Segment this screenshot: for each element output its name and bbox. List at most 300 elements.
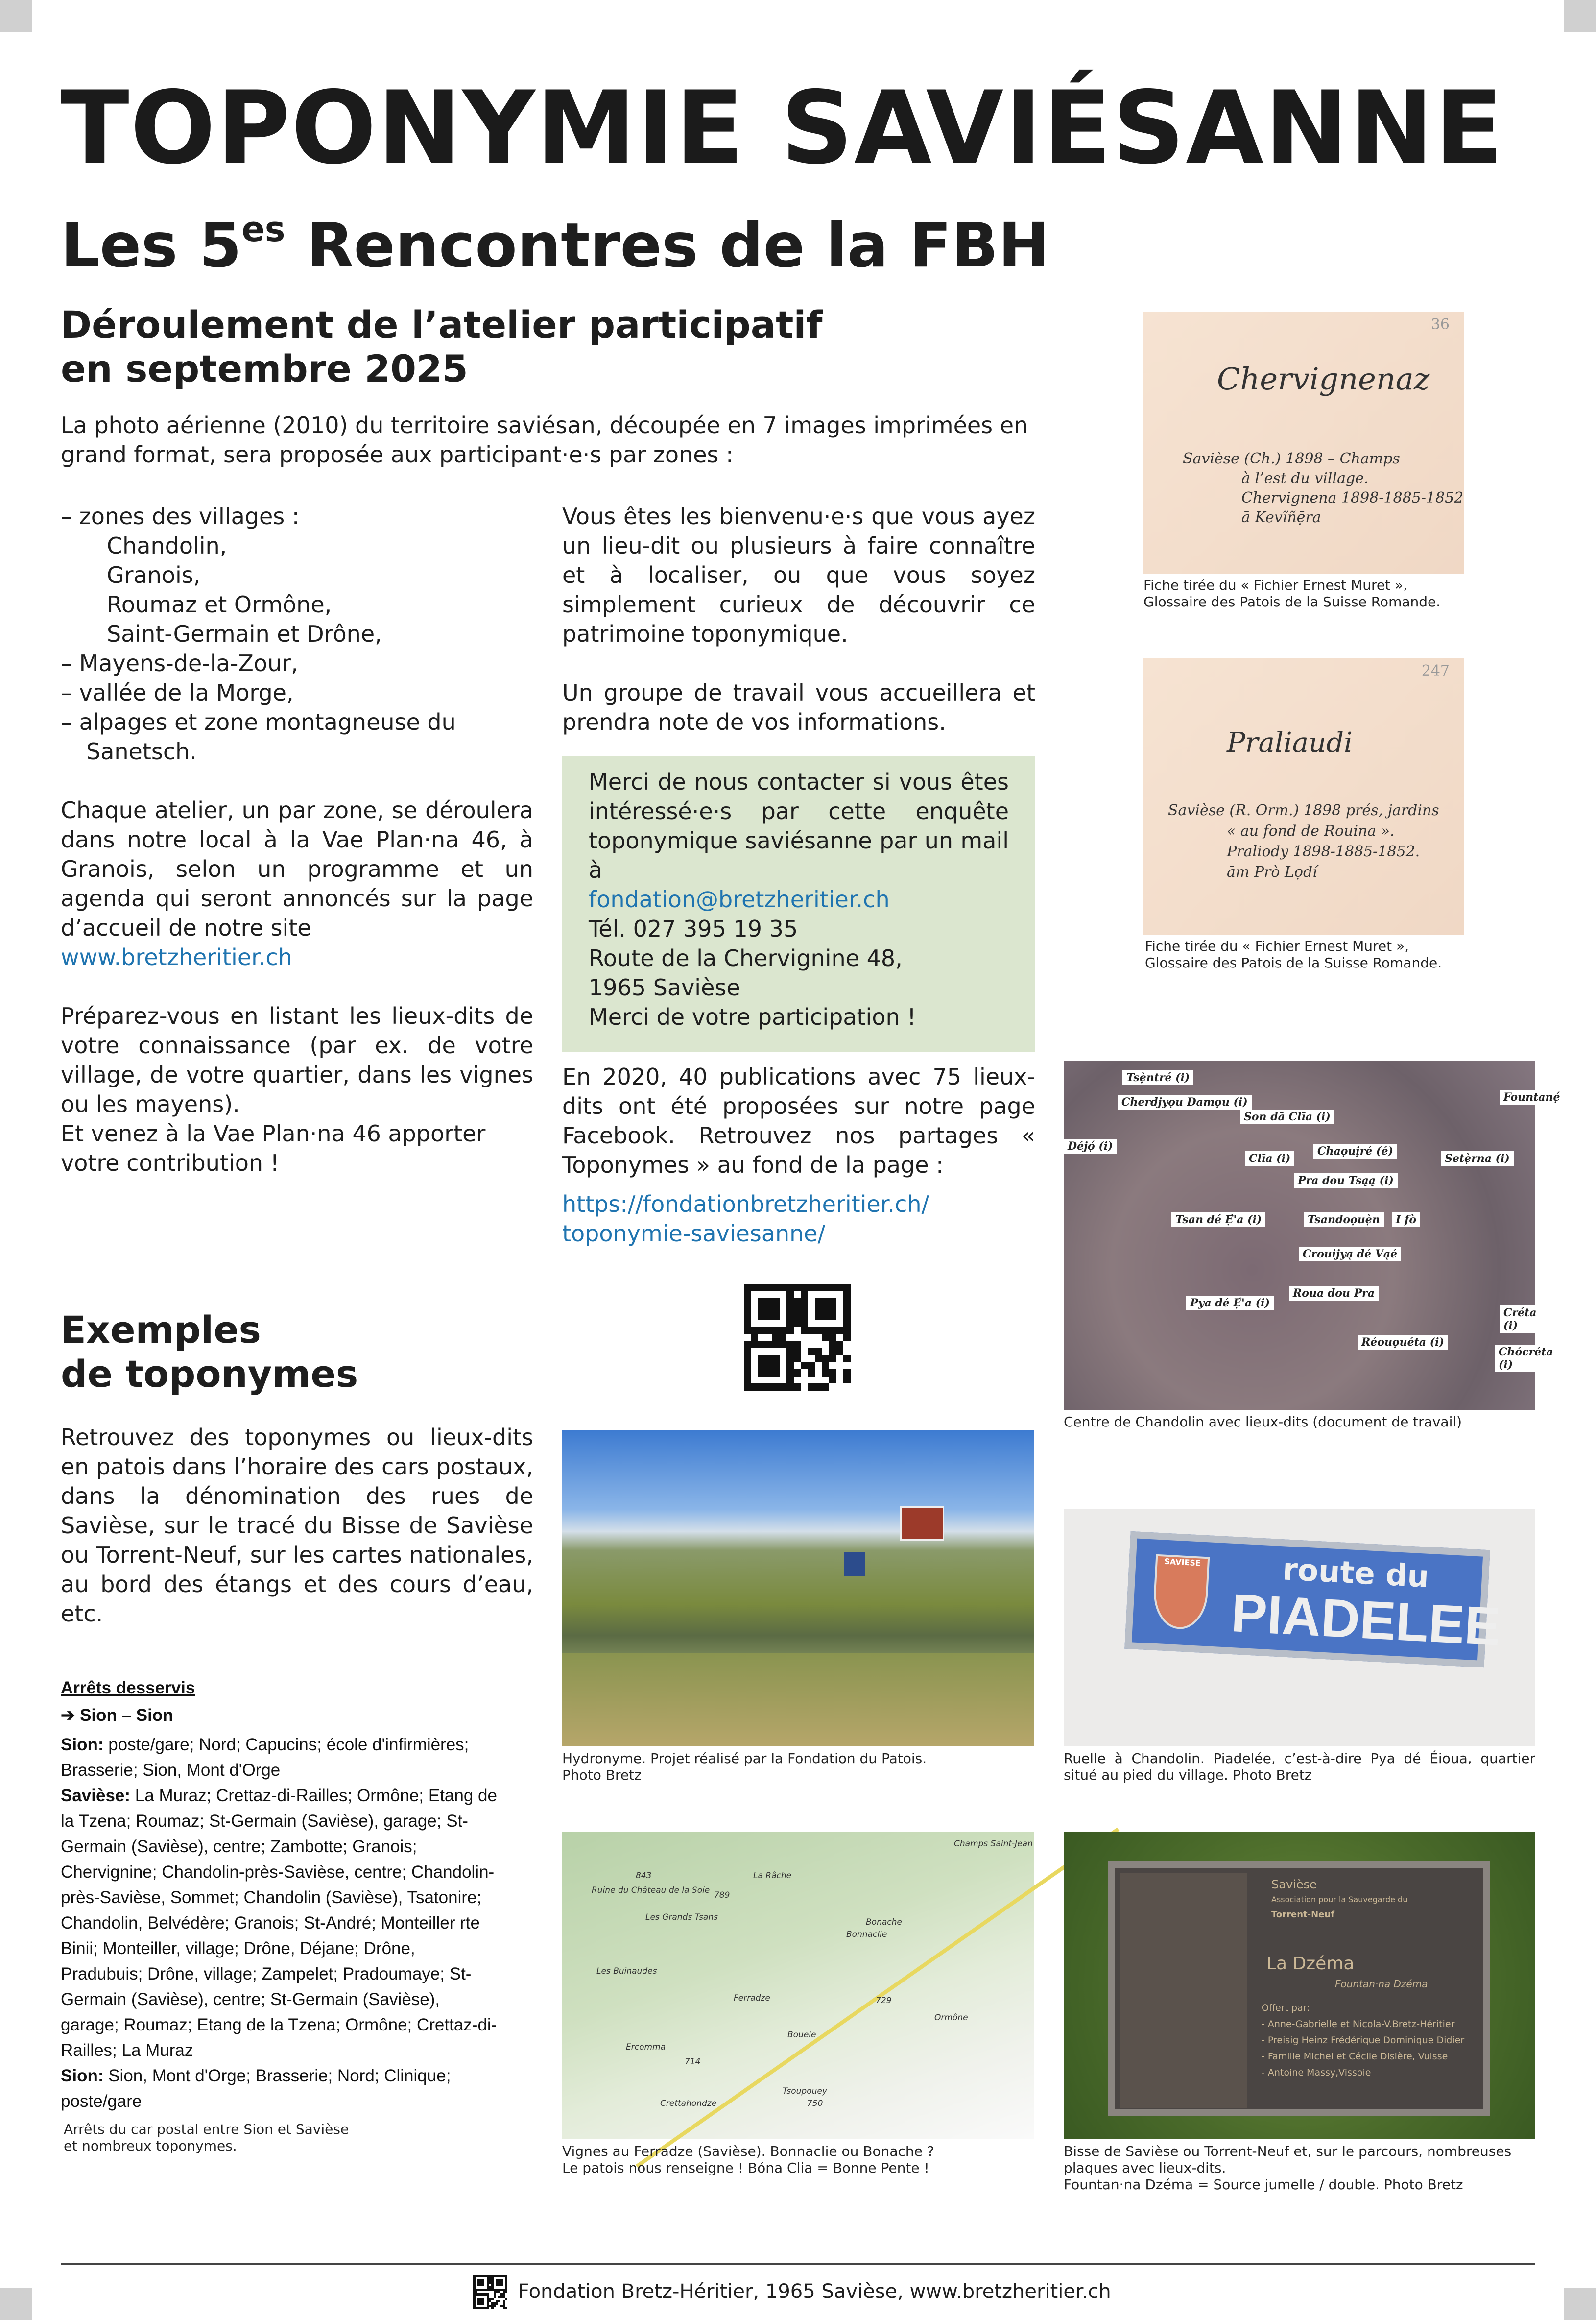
plaque-caption <box>1064 2143 1511 2193</box>
qr-module <box>794 1327 801 1334</box>
qr-module <box>772 1362 780 1370</box>
caption-line: Glossaire des Patois de la Suisse Romande. <box>1145 955 1442 971</box>
bus-stop-group <box>61 2063 501 2114</box>
qr-module <box>829 1348 836 1355</box>
place-label: Réouọuéta (i) <box>1358 1335 1448 1350</box>
qr-module <box>780 1327 787 1334</box>
caption-line: Le patois nous renseigne ! Bóna Clia = Bonne Pente ! <box>562 2160 929 2176</box>
qr-module <box>765 1369 773 1377</box>
qr-module <box>780 1362 787 1370</box>
qr-module <box>758 1320 765 1327</box>
qr-module <box>794 1369 801 1377</box>
place-label: Setẹ̀rna (i) <box>1441 1151 1514 1166</box>
place-label: Déjọ́ (i) <box>1064 1139 1117 1154</box>
map-label: Bonache <box>866 1917 902 1927</box>
qr-module <box>808 1341 815 1348</box>
qr-module <box>758 1383 765 1391</box>
qr-module <box>780 1334 787 1341</box>
qr-module <box>815 1383 822 1391</box>
map-label: 714 <box>685 2057 701 2067</box>
qr-module <box>772 1298 780 1305</box>
card-title: Praliaudi <box>1227 727 1353 759</box>
corner-mark <box>0 0 32 32</box>
heading-line: Exemples <box>61 1308 261 1352</box>
saviese-crest: SAVIESE <box>1152 1554 1210 1631</box>
qr-module <box>822 1334 830 1341</box>
qr-module <box>758 1369 765 1377</box>
zone-item: Roumaz et Ormône, <box>107 591 332 618</box>
qr-module <box>758 1348 765 1355</box>
qr-code[interactable] <box>744 1284 851 1391</box>
card-line: à l’est du village. <box>1241 470 1369 487</box>
qr-module <box>780 1320 787 1327</box>
qr-module <box>829 1320 836 1327</box>
group-stops: Sion, Mont d'Orge; Brasserie; Nord; Clinique; poste/gare <box>61 2066 451 2111</box>
qr-module <box>808 1284 815 1291</box>
qr-module <box>836 1327 844 1334</box>
qr-module <box>758 1312 765 1320</box>
zone-item: Chandolin, <box>107 532 227 559</box>
card-line: ā Kevĩñẹ̄ra <box>1241 509 1321 526</box>
qr-module <box>751 1369 759 1377</box>
facebook-link[interactable] <box>562 1191 929 1247</box>
qr-module <box>786 1298 794 1305</box>
qr-module <box>808 1291 815 1299</box>
bus-stops <box>61 1675 501 2154</box>
qr-module <box>815 1341 822 1348</box>
exemples-heading <box>61 1308 358 1396</box>
qr-module <box>765 1291 773 1299</box>
place-label: Chócréta (i) <box>1495 1345 1557 1372</box>
group-stops: La Muraz; Crettaz-di-Railles; Ormône; Etang de la Tzena; Roumaz; St-Germain (Savièse), garage; St-Germain (Savièse), centre; Zambotte; Granois; Chervignine; Chandolin-près-Savièse, centre; Chandolin-près-Savièse, Sommet; Chandolin (Savièse), Tsatonire; Chandolin, Belvédère; Granois; St-André; Monteiller rte Binii; Monteiller, village; Drône, Déjane; Drône, Pradubuis; Drône, village; Zampelet; Pradoumaye; St-Germain (Savièse), centre; St-Germain (Savièse), garage; Roumaz; Etang de la Tzena; Ormône; Crettaz-di-Railles; La Muraz <box>61 1786 497 2060</box>
qr-module <box>801 1312 808 1320</box>
qr-module <box>758 1334 765 1341</box>
qr-module <box>758 1362 765 1370</box>
qr-module <box>786 1320 794 1327</box>
qr-module <box>794 1341 801 1348</box>
donor-line: - Preisig Heinz Frédérique Dominique Didier <box>1262 2035 1465 2046</box>
topographic-map <box>562 1832 1034 2139</box>
qr-module <box>829 1312 836 1320</box>
qr-module <box>744 1284 751 1291</box>
qr-module <box>822 1362 830 1370</box>
qr-module <box>751 1377 759 1384</box>
qr-module <box>786 1284 794 1291</box>
pond-sign <box>900 1506 944 1541</box>
groupe-text: Un groupe de travail vous accueillera et prendra note de vos informations. <box>562 679 1035 735</box>
qr-module <box>829 1355 836 1362</box>
map-label: Crettahondze <box>660 2099 717 2108</box>
heading-line: de toponymes <box>61 1352 358 1396</box>
card-line: Savièse (R. Orm.) 1898 prés, jardins <box>1168 802 1439 819</box>
qr-module <box>786 1312 794 1320</box>
qr-module <box>822 1291 830 1299</box>
qr-module <box>751 1291 759 1299</box>
qr-module <box>843 1284 851 1291</box>
qr-module <box>801 1355 808 1362</box>
qr-module <box>801 1334 808 1341</box>
qr-module <box>808 1327 815 1334</box>
qr-module <box>794 1355 801 1362</box>
qr-module <box>843 1383 851 1391</box>
corner-mark <box>1564 0 1596 32</box>
qr-module <box>794 1334 801 1341</box>
qr-module <box>794 1362 801 1370</box>
qr-module <box>808 1369 815 1377</box>
qr-module <box>815 1320 822 1327</box>
qr-module <box>808 1312 815 1320</box>
qr-module <box>744 1291 751 1299</box>
map-label: 789 <box>714 1890 730 1900</box>
zone-item: Saint-Germain et Drône, <box>107 621 382 647</box>
qr-module <box>772 1377 780 1384</box>
map-label: Les Grands Tsans <box>645 1912 718 1922</box>
bienvenue-text: Vous êtes les bienvenu·e·s que vous ayez un lieu-dit ou plusieurs à faire connaître et à localiser, ou que vous soyez simplement curieux de découvrir ce patrimoine toponymique. <box>562 503 1035 647</box>
site-link[interactable]: www.bretzheritier.ch <box>61 944 292 970</box>
qr-module <box>758 1298 765 1305</box>
map-label: Bouele <box>787 2030 816 2040</box>
contact-thanks: Merci de votre participation ! <box>589 1004 916 1030</box>
qr-module <box>765 1312 773 1320</box>
venez-text: Et venez à la Vae Plan·na 46 apporter votre contribution ! <box>61 1120 486 1176</box>
qr-module <box>801 1341 808 1348</box>
qr-module <box>772 1348 780 1355</box>
qr-module <box>772 1327 780 1334</box>
qr-module <box>794 1291 801 1299</box>
qr-module <box>751 1355 759 1362</box>
qr-module <box>801 1298 808 1305</box>
qr-module <box>751 1348 759 1355</box>
qr-module <box>794 1377 801 1384</box>
zone-item: – vallée de la Morge, <box>61 679 294 706</box>
zone-item: Granois, <box>107 562 201 588</box>
qr-module <box>751 1305 759 1313</box>
qr-module <box>751 1327 759 1334</box>
qr-module <box>780 1355 787 1362</box>
qr-module <box>772 1341 780 1348</box>
bus-stop-group <box>61 1783 501 2063</box>
qr-module <box>808 1355 815 1362</box>
qr-module <box>794 1348 801 1355</box>
qr-module <box>808 1305 815 1313</box>
qr-module <box>758 1284 765 1291</box>
org-line: Savièse <box>1271 1878 1317 1891</box>
qr-module <box>751 1341 759 1348</box>
qr-module <box>765 1327 773 1334</box>
org-line: Torrent-Neuf <box>1271 1909 1335 1920</box>
caption-line: Photo Bretz <box>562 1767 642 1783</box>
qr-module <box>843 1362 851 1370</box>
qr-module <box>744 1348 751 1355</box>
qr-module <box>815 1312 822 1320</box>
qr-module <box>780 1383 787 1391</box>
bus-stop-list <box>61 1732 501 2114</box>
qr-module <box>822 1298 830 1305</box>
qr-module <box>829 1284 836 1291</box>
place-label: Créta (i) <box>1500 1305 1541 1333</box>
middle-column <box>562 502 1035 1248</box>
qr-module <box>772 1291 780 1299</box>
qr-module <box>772 1312 780 1320</box>
qr-module <box>822 1305 830 1313</box>
qr-module <box>765 1305 773 1313</box>
place-label: Tsẹ̀ntré (i) <box>1122 1070 1193 1085</box>
qr-module <box>794 1284 801 1291</box>
qr-module <box>829 1327 836 1334</box>
qr-module <box>836 1312 844 1320</box>
qr-module <box>765 1355 773 1362</box>
corner-mark <box>0 2288 32 2320</box>
qr-module <box>843 1355 851 1362</box>
donor-line: - Anne-Gabrielle et Nicola-V.Bretz-Héritier <box>1262 2019 1455 2030</box>
fiche2-caption <box>1145 938 1442 971</box>
qr-module <box>744 1305 751 1313</box>
qr-module <box>765 1348 773 1355</box>
qr-module <box>836 1348 844 1355</box>
qr-module <box>801 1377 808 1384</box>
qr-module <box>815 1362 822 1370</box>
fiche-card-image <box>1143 658 1464 935</box>
qr-module <box>829 1369 836 1377</box>
qr-module <box>829 1383 836 1391</box>
qr-module <box>758 1377 765 1384</box>
qr-module <box>836 1320 844 1327</box>
qr-module <box>786 1334 794 1341</box>
aerial-caption: Centre de Chandolin avec lieux-dits (document de travail) <box>1064 1414 1462 1430</box>
footer-divider <box>61 2263 1535 2265</box>
qr-module <box>780 1284 787 1291</box>
qr-module <box>780 1298 787 1305</box>
qr-module <box>772 1383 780 1391</box>
caption-line: et nombreux toponymes. <box>64 2138 237 2154</box>
subtitle-superscript: es <box>241 209 286 249</box>
group-stops: poste/gare; Nord; Capucins; école d'infirmières; Brasserie; Sion, Mont d'Orge <box>61 1735 469 1780</box>
qr-module <box>822 1284 830 1291</box>
plaque-relief <box>1120 1873 1247 2108</box>
map-caption <box>562 2143 934 2176</box>
qr-module <box>780 1369 787 1377</box>
aerial-photo <box>1064 1061 1560 1410</box>
sign-line: PIADELEE <box>1230 1583 1502 1657</box>
caption-line: Bisse de Savièse ou Torrent-Neuf et, sur le parcours, nombreuses <box>1064 2143 1512 2159</box>
bus-heading: Arrêts desservis <box>61 1678 195 1697</box>
qr-module <box>765 1298 773 1305</box>
group-label: Sion: <box>61 1735 104 1754</box>
qr-module <box>780 1348 787 1355</box>
qr-module <box>815 1334 822 1341</box>
qr-module <box>836 1377 844 1384</box>
qr-module <box>772 1305 780 1313</box>
qr-module <box>822 1320 830 1327</box>
qr-module <box>829 1305 836 1313</box>
qr-module <box>815 1369 822 1377</box>
qr-module <box>815 1291 822 1299</box>
contact-city: 1965 Savièse <box>589 974 740 1001</box>
place-label: Roua dou Pra <box>1289 1286 1379 1301</box>
qr-module <box>843 1327 851 1334</box>
plaque-org <box>1271 1878 1407 1922</box>
qr-module <box>836 1284 844 1291</box>
street-sign <box>1124 1531 1502 1668</box>
caption-line: plaques avec lieux-dits. <box>1064 2160 1226 2176</box>
place-label: Cherdjyọu Damọu (i) <box>1118 1095 1252 1110</box>
left-column <box>61 502 533 1178</box>
qr-module <box>801 1362 808 1370</box>
map-label: Ruine du Château de la Soie <box>592 1885 710 1895</box>
qr-module <box>744 1320 751 1327</box>
bus-stop-group <box>61 1732 501 1783</box>
qr-module <box>786 1355 794 1362</box>
qr-module <box>772 1369 780 1377</box>
card-lines <box>1168 800 1439 883</box>
map-label: Ormône <box>934 2013 968 2023</box>
donor-line: - Famille Michel et Cécile Dislère, Vuisse <box>1262 2051 1448 2062</box>
qr-module <box>765 1320 773 1327</box>
qr-module <box>822 1348 830 1355</box>
qr-module <box>815 1377 822 1384</box>
exemples-text: Retrouvez des toponymes ou lieux-dits en patois dans l’horaire des cars postaux, dans la dénomination des rues de Savièse, sur le tracé du Bisse de Savièse ou Torrent-Neuf, sur les cartes nationales, au bord des étangs et des cours d’eau, etc. <box>61 1424 533 1627</box>
qr-module <box>808 1320 815 1327</box>
zone-item: – zones des villages : <box>61 503 300 530</box>
sign-line: route du <box>1282 1551 1430 1595</box>
qr-module <box>772 1284 780 1291</box>
qr-module <box>836 1334 844 1341</box>
qr-module <box>751 1334 759 1341</box>
zone-item: – Mayens-de-la-Zour, <box>61 650 298 677</box>
qr-module <box>744 1327 751 1334</box>
qr-module <box>744 1355 751 1362</box>
link-line: toponymie-saviesanne/ <box>562 1220 826 1247</box>
qr-module <box>836 1291 844 1299</box>
qr-module <box>822 1327 830 1334</box>
qr-module <box>836 1369 844 1377</box>
qr-module <box>751 1298 759 1305</box>
card-lines <box>1183 449 1463 528</box>
card-line: « au fond de Rouina ». <box>1227 822 1395 840</box>
map-label: Champs Saint-Jean <box>954 1839 1033 1849</box>
qr-module <box>772 1320 780 1327</box>
qr-module <box>829 1362 836 1370</box>
zone-item: – alpages et zone montagneuse du Sanetsch. <box>61 709 456 765</box>
caption-line: Vignes au Ferradze (Savièse). Bonnaclie ou Bonache ? <box>562 2143 934 2159</box>
qr-module <box>829 1341 836 1348</box>
place-label: Clīa (i) <box>1245 1151 1294 1166</box>
map-label: La Râche <box>753 1871 792 1881</box>
page-subtitle <box>61 211 1049 280</box>
qr-module <box>786 1377 794 1384</box>
donor-line: - Antoine Massy,Vissoie <box>1262 2067 1371 2078</box>
qr-module <box>780 1312 787 1320</box>
contact-phone: Tél. 027 395 19 35 <box>589 916 798 942</box>
qr-module <box>786 1327 794 1334</box>
qr-module <box>765 1341 773 1348</box>
qr-module <box>808 1383 815 1391</box>
heading-line: en septembre 2025 <box>61 347 468 390</box>
qr-module <box>836 1341 844 1348</box>
intro-paragraph: La photo aérienne (2010) du territoire saviésan, découpée en 7 images imprimées en grand format, sera proposée aux participant·e·s par zones : <box>61 412 1028 468</box>
place-label: I fò <box>1392 1212 1420 1227</box>
card-number: 247 <box>1421 662 1450 679</box>
qr-module <box>801 1327 808 1334</box>
qr-module <box>801 1369 808 1377</box>
qr-module <box>836 1305 844 1313</box>
place-label: Son dā Clīa (i) <box>1240 1110 1334 1124</box>
qr-module <box>786 1369 794 1377</box>
qr-module <box>801 1284 808 1291</box>
qr-module <box>765 1284 773 1291</box>
qr-module <box>843 1341 851 1348</box>
qr-module <box>829 1334 836 1341</box>
qr-module <box>836 1298 844 1305</box>
qr-module <box>801 1305 808 1313</box>
danger-sign <box>844 1552 865 1576</box>
qr-module <box>829 1298 836 1305</box>
map-label: 843 <box>636 1871 652 1881</box>
qr-module <box>780 1291 787 1299</box>
qr-module <box>772 1334 780 1341</box>
hydro-caption <box>562 1750 927 1784</box>
corner-mark <box>1564 2288 1596 2320</box>
place-label: Crouijyą dé Vąé <box>1299 1247 1401 1261</box>
email-link[interactable]: fondation@bretzheritier.ch <box>589 886 890 913</box>
map-label: Les Buinaudes <box>596 1966 657 1976</box>
qr-module <box>772 1355 780 1362</box>
qr-module <box>843 1369 851 1377</box>
contact-text: Merci de nous contacter si vous êtes intéressé·e·s par cette enquête toponymique saviésanne par un mail à <box>589 769 1009 883</box>
map-label: Bonnaclie <box>846 1930 887 1939</box>
map-label: Ferradze <box>734 1993 770 2003</box>
qr-module <box>822 1377 830 1384</box>
fiche1-caption <box>1143 577 1440 610</box>
offert-label: Offert par: <box>1262 2003 1310 2013</box>
card-title: Chervignenaz <box>1217 361 1430 397</box>
qr-module <box>808 1377 815 1384</box>
footer-text: Fondation Bretz-Héritier, 1965 Savièse, www.bretzheritier.ch <box>518 2280 1111 2303</box>
subtitle-text: Rencontres de la FBH <box>285 210 1049 281</box>
qr-module <box>758 1355 765 1362</box>
qr-module <box>765 1383 773 1391</box>
street-sign-photo <box>1064 1509 1535 1746</box>
footer-qr-code[interactable] <box>473 2275 507 2309</box>
qr-module <box>815 1355 822 1362</box>
plaque-photo <box>1064 1832 1535 2139</box>
qr-module <box>758 1341 765 1348</box>
caption-line: Arrêts du car postal entre Sion et Savièse <box>64 2121 349 2137</box>
qr-module <box>836 1383 844 1391</box>
qr-module <box>786 1348 794 1355</box>
atelier-heading <box>61 303 823 391</box>
caption-line: Hydronyme. Projet réalisé par la Fondation du Patois. <box>562 1750 927 1766</box>
place-label: Pya dé Ẹ́'a (i) <box>1186 1296 1274 1310</box>
qr-module <box>843 1298 851 1305</box>
place-label: Pra dou Tsąą (i) <box>1294 1173 1398 1188</box>
qr-module <box>815 1327 822 1334</box>
map-label: Ercomma <box>626 2042 666 2052</box>
subtitle-text: Les 5 <box>61 210 242 281</box>
qr-module <box>744 1383 751 1391</box>
plaque-patois: Fountan·na Dzéma <box>1335 1978 1428 1990</box>
qr-module <box>786 1362 794 1370</box>
caption-line: Glossaire des Patois de la Suisse Romande. <box>1143 594 1441 610</box>
place-label: Tsandoọuẹ̀n <box>1304 1212 1384 1227</box>
qr-module <box>815 1348 822 1355</box>
fiche-card-image <box>1143 312 1464 574</box>
qr-module <box>758 1305 765 1313</box>
group-label: Savièse: <box>61 1786 131 1805</box>
qr-module <box>786 1341 794 1348</box>
place-label: Fountanẹ́ <box>1500 1090 1564 1105</box>
qr-module <box>780 1377 787 1384</box>
